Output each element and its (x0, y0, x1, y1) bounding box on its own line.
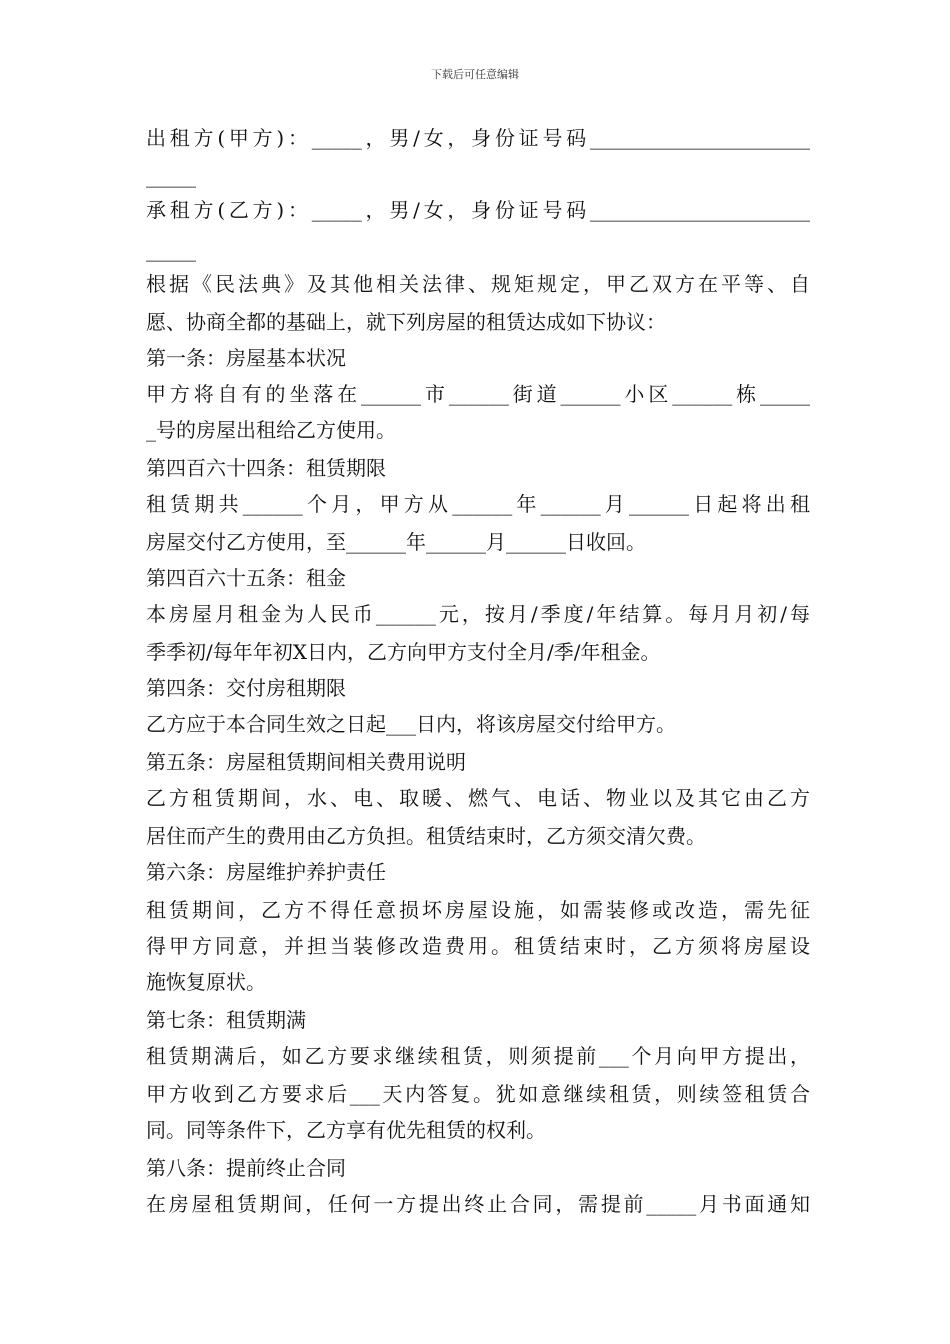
text-line: 甲方收到乙方要求后___天内答复。犹如意继续租赁，则续签租赁合 (146, 1082, 810, 1106)
text-line: 第五条：房屋租赁期间相关费用说明 (146, 750, 466, 774)
text-line: 租赁期满后，如乙方要求继续租赁，则须提前___个月向甲方提出， (146, 1044, 810, 1068)
text-line: 乙方租赁期间，水、电、取暖、燃气、电话、物业以及其它由乙方 (146, 786, 810, 810)
text-line: _____ (146, 238, 196, 262)
text-line: 第七条：租赁期满 (146, 1008, 306, 1032)
text-line: 租赁期间，乙方不得任意损坏房屋设施，如需装修或改造，需先征 (146, 898, 810, 922)
text-line: 施恢复原状。 (146, 970, 266, 994)
text-line: 第四百六十五条：租金 (146, 566, 346, 590)
text-line: 第四百六十四条：租赁期限 (146, 456, 386, 480)
text-line: 得甲方同意，并担当装修改造费用。租赁结束时，乙方须将房屋设 (146, 934, 810, 958)
text-line: _____ (146, 164, 196, 188)
text-line: 第八条：提前终止合同 (146, 1156, 346, 1180)
text-line: 在房屋租赁期间，任何一方提出终止合同，需提前_____月书面通知 (146, 1192, 810, 1216)
text-line: 居住而产生的费用由乙方负担。租赁结束时，乙方须交清欠费。 (146, 824, 706, 848)
text-line: 乙方应于本合同生效之日起___日内，将该房屋交付给甲方。 (146, 712, 676, 736)
text-line: 承租方(乙方)：_____，男/女，身份证号码______________________ (146, 198, 810, 222)
text-line: 房屋交付乙方使用，至______年______月______日收回。 (146, 530, 646, 554)
text-line: 愿、协商全都的基础上，就下列房屋的租赁达成如下协议： (146, 310, 666, 334)
text-line: 根据《民法典》及其他相关法律、规矩规定，甲乙双方在平等、自 (146, 272, 810, 296)
text-line: 出租方(甲方)：_____，男/女，身份证号码______________________ (146, 126, 810, 150)
page-header: 下载后可任意编辑 (431, 68, 519, 81)
text-line: 第四条：交付房租期限 (146, 676, 346, 700)
text-line: 季季初/每年年初X日内，乙方向甲方支付全月/季/年租金。 (146, 640, 661, 664)
text-line: 甲方将自有的坐落在______市______街道______小区______栋_____ (146, 382, 810, 406)
text-line: 同。同等条件下，乙方享有优先租赁的权利。 (146, 1118, 546, 1142)
text-line: 租赁期共______个月，甲方从______年______月______日起将出租 (146, 492, 810, 516)
text-line: 本房屋月租金为人民币______元，按月/季度/年结算。每月月初/每 (146, 602, 810, 626)
text-line: 第六条：房屋维护养护责任 (146, 860, 386, 884)
text-line: _号的房屋出租给乙方使用。 (146, 418, 396, 442)
text-line: 第一条：房屋基本状况 (146, 346, 346, 370)
